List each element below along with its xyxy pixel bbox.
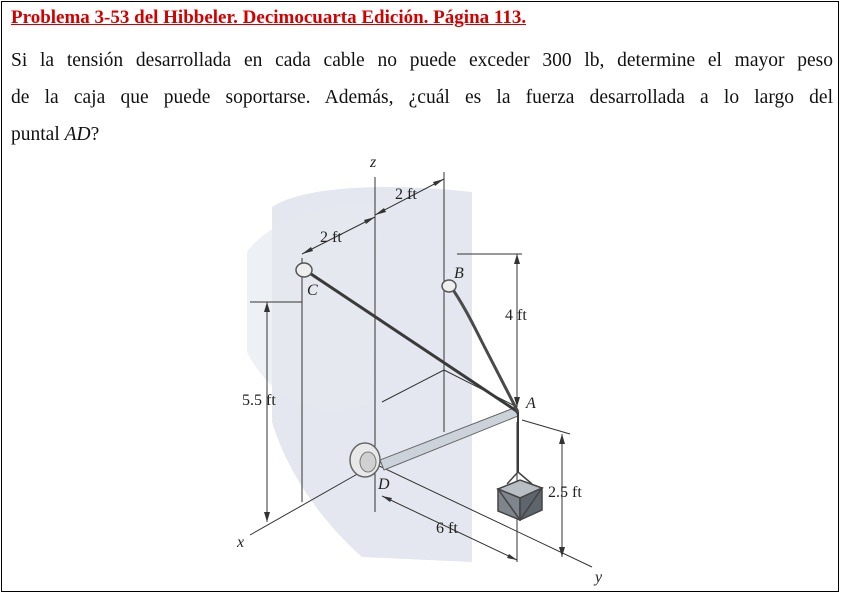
point-b-label: B [454, 265, 464, 282]
dim-2ft-left: 2 ft [320, 229, 342, 246]
dim-5-5ft: 5.5 ft [242, 392, 276, 409]
axis-x-label: x [237, 534, 245, 551]
dim-2ft-top: 2 ft [395, 186, 417, 203]
axis-z-label: z [370, 154, 377, 171]
statement-strut-name: AD [64, 124, 91, 145]
dim-4ft: 4 ft [505, 307, 527, 324]
statement-line-3-suffix: ? [90, 124, 100, 145]
point-a-label: A [526, 395, 536, 412]
problem-statement [11, 42, 833, 153]
statics-figure [227, 152, 617, 592]
axis-y-label: y [595, 569, 603, 586]
problem-title: Problema 3-53 del Hibbeler. Decimocuarta Edición. Página 113. [11, 7, 527, 28]
dim-6ft: 6 ft [436, 520, 458, 537]
statement-line-1: Si la tensión desarrollada en cada cable no puede exceder 300 lb, determine el mayor peso [11, 50, 833, 71]
crate [498, 472, 542, 520]
anchor-c [296, 263, 312, 277]
page-frame [1, 1, 839, 592]
dim-2-5ft: 2.5 ft [548, 484, 582, 501]
statement-line-3-prefix: puntal [11, 124, 65, 145]
point-d-label: D [378, 476, 390, 493]
point-c-label: C [307, 282, 318, 299]
statement-line-2: de la caja que puede soportarse. Además, ¿cuál es la fuerza desarrollada a lo largo del [11, 87, 833, 108]
statement-line-3 [11, 116, 833, 153]
